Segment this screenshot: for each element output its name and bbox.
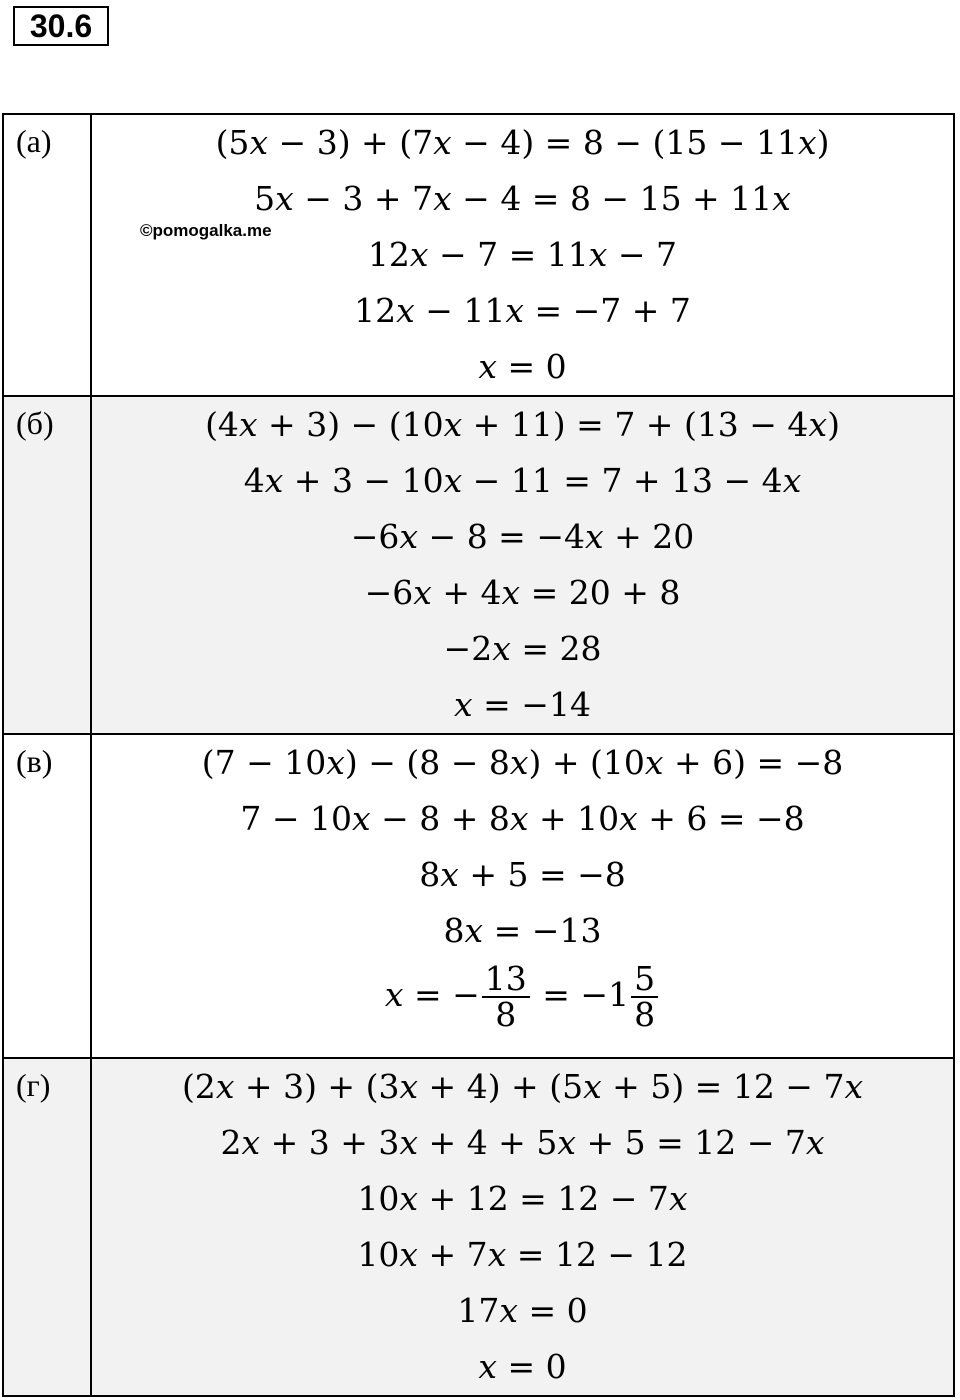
watermark: ©pomogalka.me xyxy=(140,221,272,240)
part-label: (б) xyxy=(3,396,91,734)
equation-step: 7 − 10x − 8 + 8x + 10x + 6 = −8 xyxy=(240,799,805,838)
solution-table xyxy=(2,113,955,1397)
equation-step: 8x + 5 = −8 xyxy=(419,855,626,894)
final-mid: = −1 xyxy=(542,975,630,1014)
equation-step: 10x + 7x = 12 − 12 xyxy=(357,1235,688,1274)
equation-step: −6x − 8 = −4x + 20 xyxy=(350,517,695,556)
fraction-numerator: 5 xyxy=(631,962,658,998)
equation-step: −2x = 28 xyxy=(443,629,602,668)
equation-step: 5x − 3 + 7x − 4 = 8 − 15 + 11x xyxy=(254,179,791,218)
equation-step: x = 0 xyxy=(478,1347,567,1386)
equation-step: x = 0 xyxy=(478,347,567,386)
equation-step: (2x + 3) + (3x + 4) + (5x + 5) = 12 − 7x xyxy=(181,1067,864,1106)
part-label: (а) xyxy=(3,114,91,396)
equation-step: 2x + 3 + 3x + 4 + 5x + 5 = 12 − 7x xyxy=(220,1123,825,1162)
final-lhs: x = − xyxy=(384,975,480,1014)
equation-step: x = −14 xyxy=(454,685,591,724)
part-c-steps xyxy=(91,734,954,1058)
fraction-5-8 xyxy=(631,959,658,1034)
equation-step: 10x + 12 = 12 − 7x xyxy=(357,1179,688,1218)
equation-step: −6x + 4x = 20 + 8 xyxy=(364,573,681,612)
fraction-denominator: 8 xyxy=(634,995,656,1034)
equation-step: 17x = 0 xyxy=(457,1291,588,1330)
equation-step: (5x − 3) + (7x − 4) = 8 − (15 − 11x) xyxy=(215,123,830,162)
part-label: (в) xyxy=(3,734,91,1058)
final-answer xyxy=(92,959,953,1034)
equation-step: 4x + 3 − 10x − 11 = 7 + 13 − 4x xyxy=(243,461,802,500)
part-d-steps xyxy=(91,1058,954,1396)
part-b-row xyxy=(3,396,954,734)
equation-step: 12x − 11x = −7 + 7 xyxy=(354,291,691,330)
part-a-steps xyxy=(91,114,954,396)
equation-step: 12x − 7 = 11x − 7 xyxy=(367,235,678,274)
part-label: (г) xyxy=(3,1058,91,1396)
part-d-row xyxy=(3,1058,954,1396)
part-a-row xyxy=(3,114,954,396)
fraction-13-8 xyxy=(482,959,530,1034)
part-b-steps xyxy=(91,396,954,734)
fraction-numerator: 13 xyxy=(482,962,530,998)
part-c-row xyxy=(3,734,954,1058)
equation-step: 8x = −13 xyxy=(443,911,602,950)
equation-step: (7 − 10x) − (8 − 8x) + (10x + 6) = −8 xyxy=(201,743,844,782)
equation-step: (4x + 3) − (10x + 11) = 7 + (13 − 4x) xyxy=(205,405,840,444)
problem-number: 30.6 xyxy=(13,6,109,46)
fraction-denominator: 8 xyxy=(495,995,517,1034)
